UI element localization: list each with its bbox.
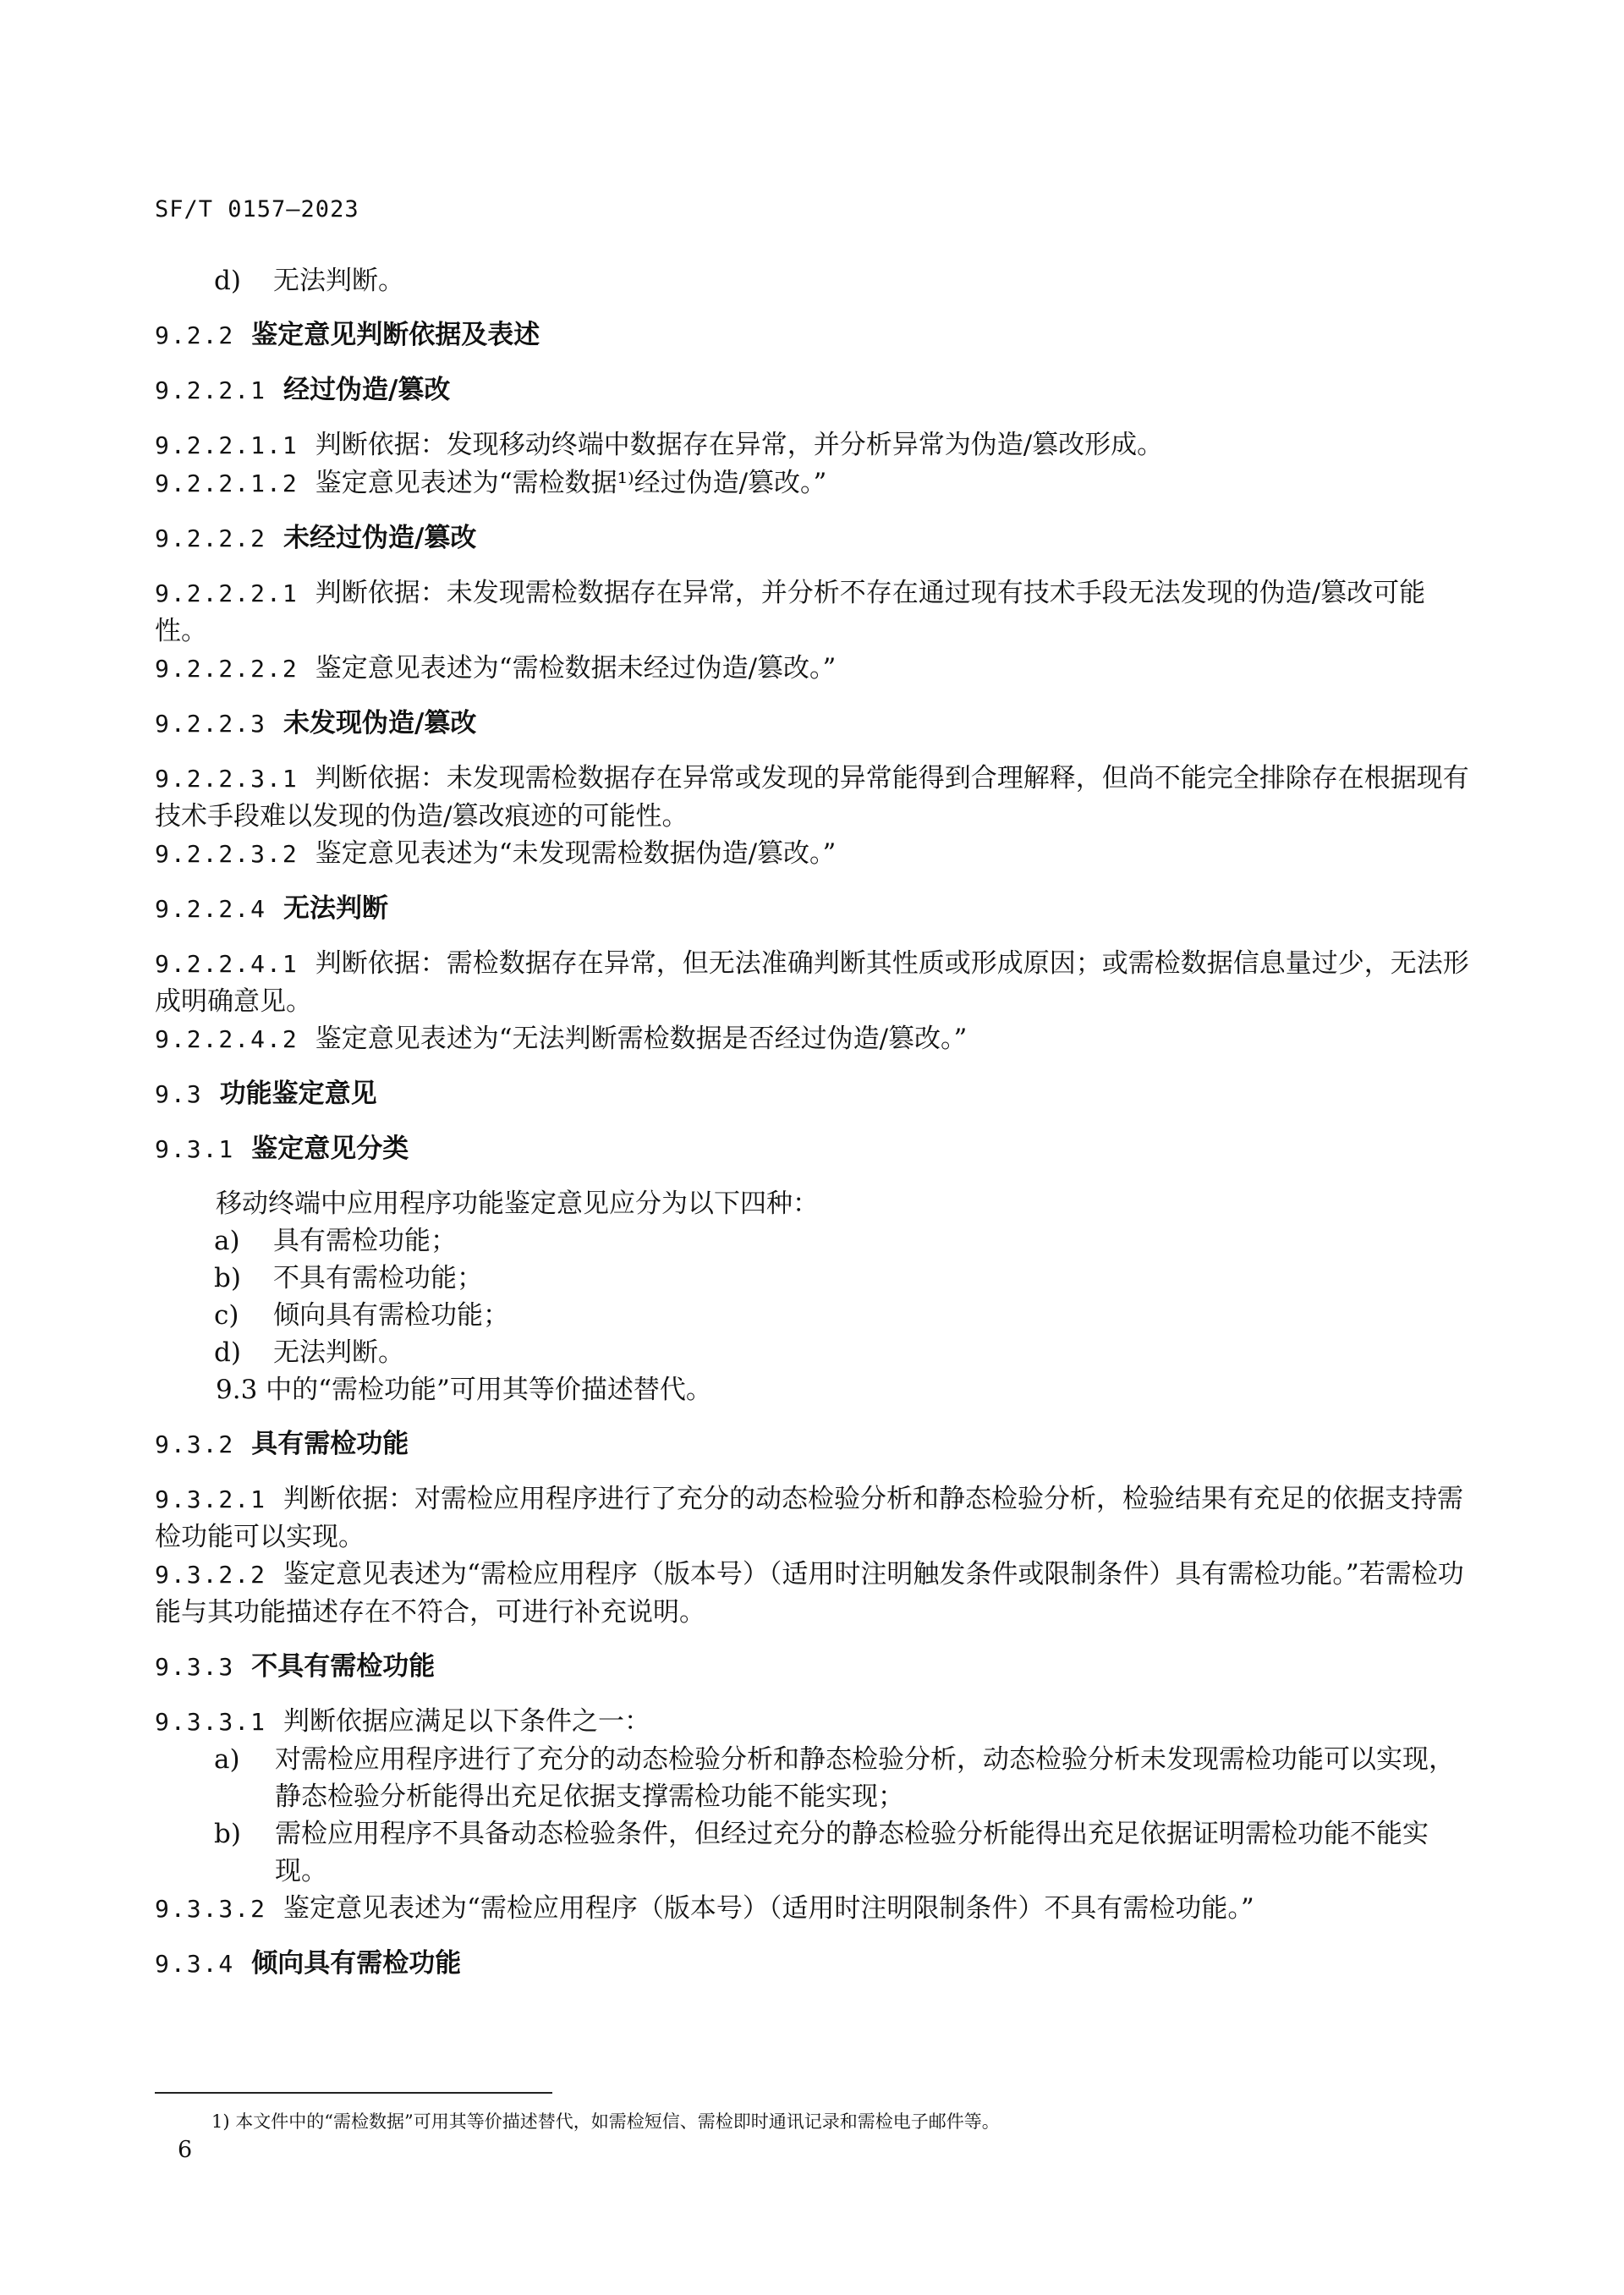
- clause-number: 9.3.2.2: [155, 1561, 267, 1589]
- clause-number: 9.2.2.4.2: [155, 1025, 299, 1053]
- clause-number: 9.2.2.4.1: [155, 950, 299, 978]
- list-item: [155, 1741, 1474, 1815]
- clause-paragraph: [155, 760, 1474, 835]
- clause-number: 9.2.2.2.1: [155, 579, 299, 607]
- section-title: 经过伪造/篡改: [283, 375, 451, 405]
- section-number: 9.3.4: [155, 1950, 235, 1978]
- section-title: 未经过伪造/篡改: [283, 523, 477, 553]
- clause-number: 9.3.3.2: [155, 1895, 267, 1923]
- clause-paragraph: [155, 1556, 1474, 1631]
- clause-text: 鉴定意见表述为“需检应用程序（版本号）（适用时注明限制条件）不具有需检功能。”: [283, 1893, 1254, 1924]
- section-number: 9.2.2.4: [155, 895, 267, 923]
- clause-paragraph: [155, 574, 1474, 650]
- section-title: 鉴定意见分类: [251, 1134, 409, 1164]
- section-heading: [155, 705, 1474, 743]
- list-marker: d): [214, 1337, 241, 1368]
- body-text: 9.3 中的“需检功能”可用其等价描述替代。: [216, 1375, 712, 1405]
- section-title: 具有需检功能: [251, 1429, 409, 1459]
- section-heading: [155, 890, 1474, 928]
- clause-paragraph: [155, 650, 1474, 688]
- section-number: 9.2.2.3: [155, 710, 267, 738]
- document-code: SF/T 0157—2023: [155, 196, 359, 222]
- clause-text: 鉴定意见表述为“未发现需检数据伪造/篡改。”: [315, 838, 837, 869]
- clause-paragraph: [155, 426, 1474, 464]
- page-number: 6: [178, 2137, 193, 2163]
- clause-paragraph: [155, 1020, 1474, 1058]
- footnote-divider: [155, 2092, 552, 2094]
- clause-number: 9.2.2.1.1: [155, 431, 299, 459]
- list-marker: b): [214, 1819, 241, 1849]
- section-heading: [155, 1130, 1474, 1168]
- body-text: 移动终端中应用程序功能鉴定意见应分为以下四种：: [216, 1189, 819, 1219]
- clause-paragraph: [155, 1890, 1474, 1928]
- list-item-text: 需检应用程序不具备动态检验条件，但经过充分的静态检验分析能得出充足依据证明需检功能不能实现。: [275, 1819, 1429, 1886]
- page-content: [155, 262, 1474, 1983]
- clause-text: 鉴定意见表述为“无法判断需检数据是否经过伪造/篡改。”: [315, 1024, 968, 1054]
- section-heading: [155, 1075, 1474, 1113]
- section-title: 鉴定意见判断依据及表述: [251, 320, 540, 350]
- section-title: 倾向具有需检功能: [251, 1948, 462, 1979]
- list-marker: b): [214, 1263, 241, 1293]
- section-number: 9.3.2: [155, 1430, 235, 1458]
- list-item: [155, 1222, 1474, 1260]
- section-heading: [155, 1945, 1474, 1983]
- clause-text: 判断依据应满足以下条件之一：: [283, 1706, 651, 1737]
- list-item-text: 无法判断。: [273, 266, 404, 296]
- list-item-text: 对需检应用程序进行了充分的动态检验分析和静态检验分析，动态检验分析未发现需检功能可以实现，静态检验分析能得出充足依据支撑需检功能不能实现；: [275, 1744, 1455, 1812]
- clause-number: 9.2.2.1.2: [155, 469, 299, 497]
- list-item: [155, 1815, 1474, 1890]
- list-item-text: 无法判断。: [273, 1337, 404, 1368]
- footnote: 1) 本文件中的“需检数据”可用其等价描述替代，如需检短信、需检即时通讯记录和需检电子邮件等。: [211, 2111, 1000, 2132]
- list-item-text: 倾向具有需检功能；: [273, 1300, 509, 1331]
- clause-text: 鉴定意见表述为“需检数据未经过伪造/篡改。”: [315, 653, 837, 684]
- section-number: 9.3.3: [155, 1653, 235, 1681]
- list-marker: a): [214, 1226, 240, 1256]
- clause-number: 9.3.3.1: [155, 1708, 267, 1736]
- clause-text: 判断依据：对需检应用程序进行了充分的动态检验分析和静态检验分析，检验结果有充足的依据支持需检功能可以实现。: [155, 1484, 1464, 1552]
- clause-paragraph: [155, 464, 1474, 502]
- section-title: 未发现伪造/篡改: [283, 708, 477, 738]
- section-number: 9.2.2: [155, 321, 235, 349]
- clause-text: 判断依据：未发现需检数据存在异常，并分析不存在通过现有技术手段无法发现的伪造/篡改可能性。: [155, 578, 1426, 646]
- list-item: [155, 1297, 1474, 1334]
- list-item: [155, 1334, 1474, 1371]
- section-number: 9.2.2.1: [155, 376, 267, 404]
- clause-text: 判断依据：发现移动终端中数据存在异常，并分析异常为伪造/篡改形成。: [315, 430, 1164, 460]
- clause-number: 9.2.2.3.1: [155, 765, 299, 793]
- section-number: 9.2.2.2: [155, 524, 267, 552]
- clause-text: 判断依据：需检数据存在异常，但无法准确判断其性质或形成原因；或需检数据信息量过少，无法形成明确意见。: [155, 948, 1469, 1017]
- section-heading: [155, 519, 1474, 557]
- clause-paragraph: [155, 1703, 1474, 1741]
- section-title: 无法判断: [283, 893, 389, 924]
- section-heading: [155, 371, 1474, 409]
- clause-paragraph: [155, 835, 1474, 873]
- list-marker: c): [214, 1300, 239, 1331]
- section-number: 9.3.1: [155, 1135, 235, 1163]
- list-item-text: 具有需检功能；: [273, 1226, 457, 1256]
- section-heading: [155, 1648, 1474, 1686]
- section-title: 功能鉴定意见: [219, 1079, 377, 1109]
- list-item-text: 不具有需检功能；: [273, 1263, 483, 1293]
- clause-text: 鉴定意见表述为“需检数据¹⁾经过伪造/篡改。”: [315, 468, 827, 498]
- list-marker: a): [214, 1744, 240, 1775]
- clause-number: 9.2.2.3.2: [155, 840, 299, 868]
- list-marker: d): [214, 266, 241, 296]
- list-item: [155, 1260, 1474, 1297]
- clause-paragraph: [155, 945, 1474, 1020]
- clause-number: 9.3.2.1: [155, 1485, 267, 1513]
- clause-number: 9.2.2.2.2: [155, 655, 299, 683]
- list-item: [155, 262, 1474, 299]
- clause-text: 鉴定意见表述为“需检应用程序（版本号）（适用时注明触发条件或限制条件）具有需检功能。”若需检功能与其功能描述存在不符合，可进行补充说明。: [155, 1559, 1464, 1628]
- clause-paragraph: [155, 1480, 1474, 1556]
- section-number: 9.3: [155, 1080, 203, 1108]
- section-title: 不具有需检功能: [251, 1651, 436, 1682]
- section-heading: [155, 316, 1474, 354]
- clause-text: 判断依据：未发现需检数据存在异常或发现的异常能得到合理解释，但尚不能完全排除存在根据现有技术手段难以发现的伪造/篡改痕迹的可能性。: [155, 763, 1469, 832]
- section-heading: [155, 1425, 1474, 1463]
